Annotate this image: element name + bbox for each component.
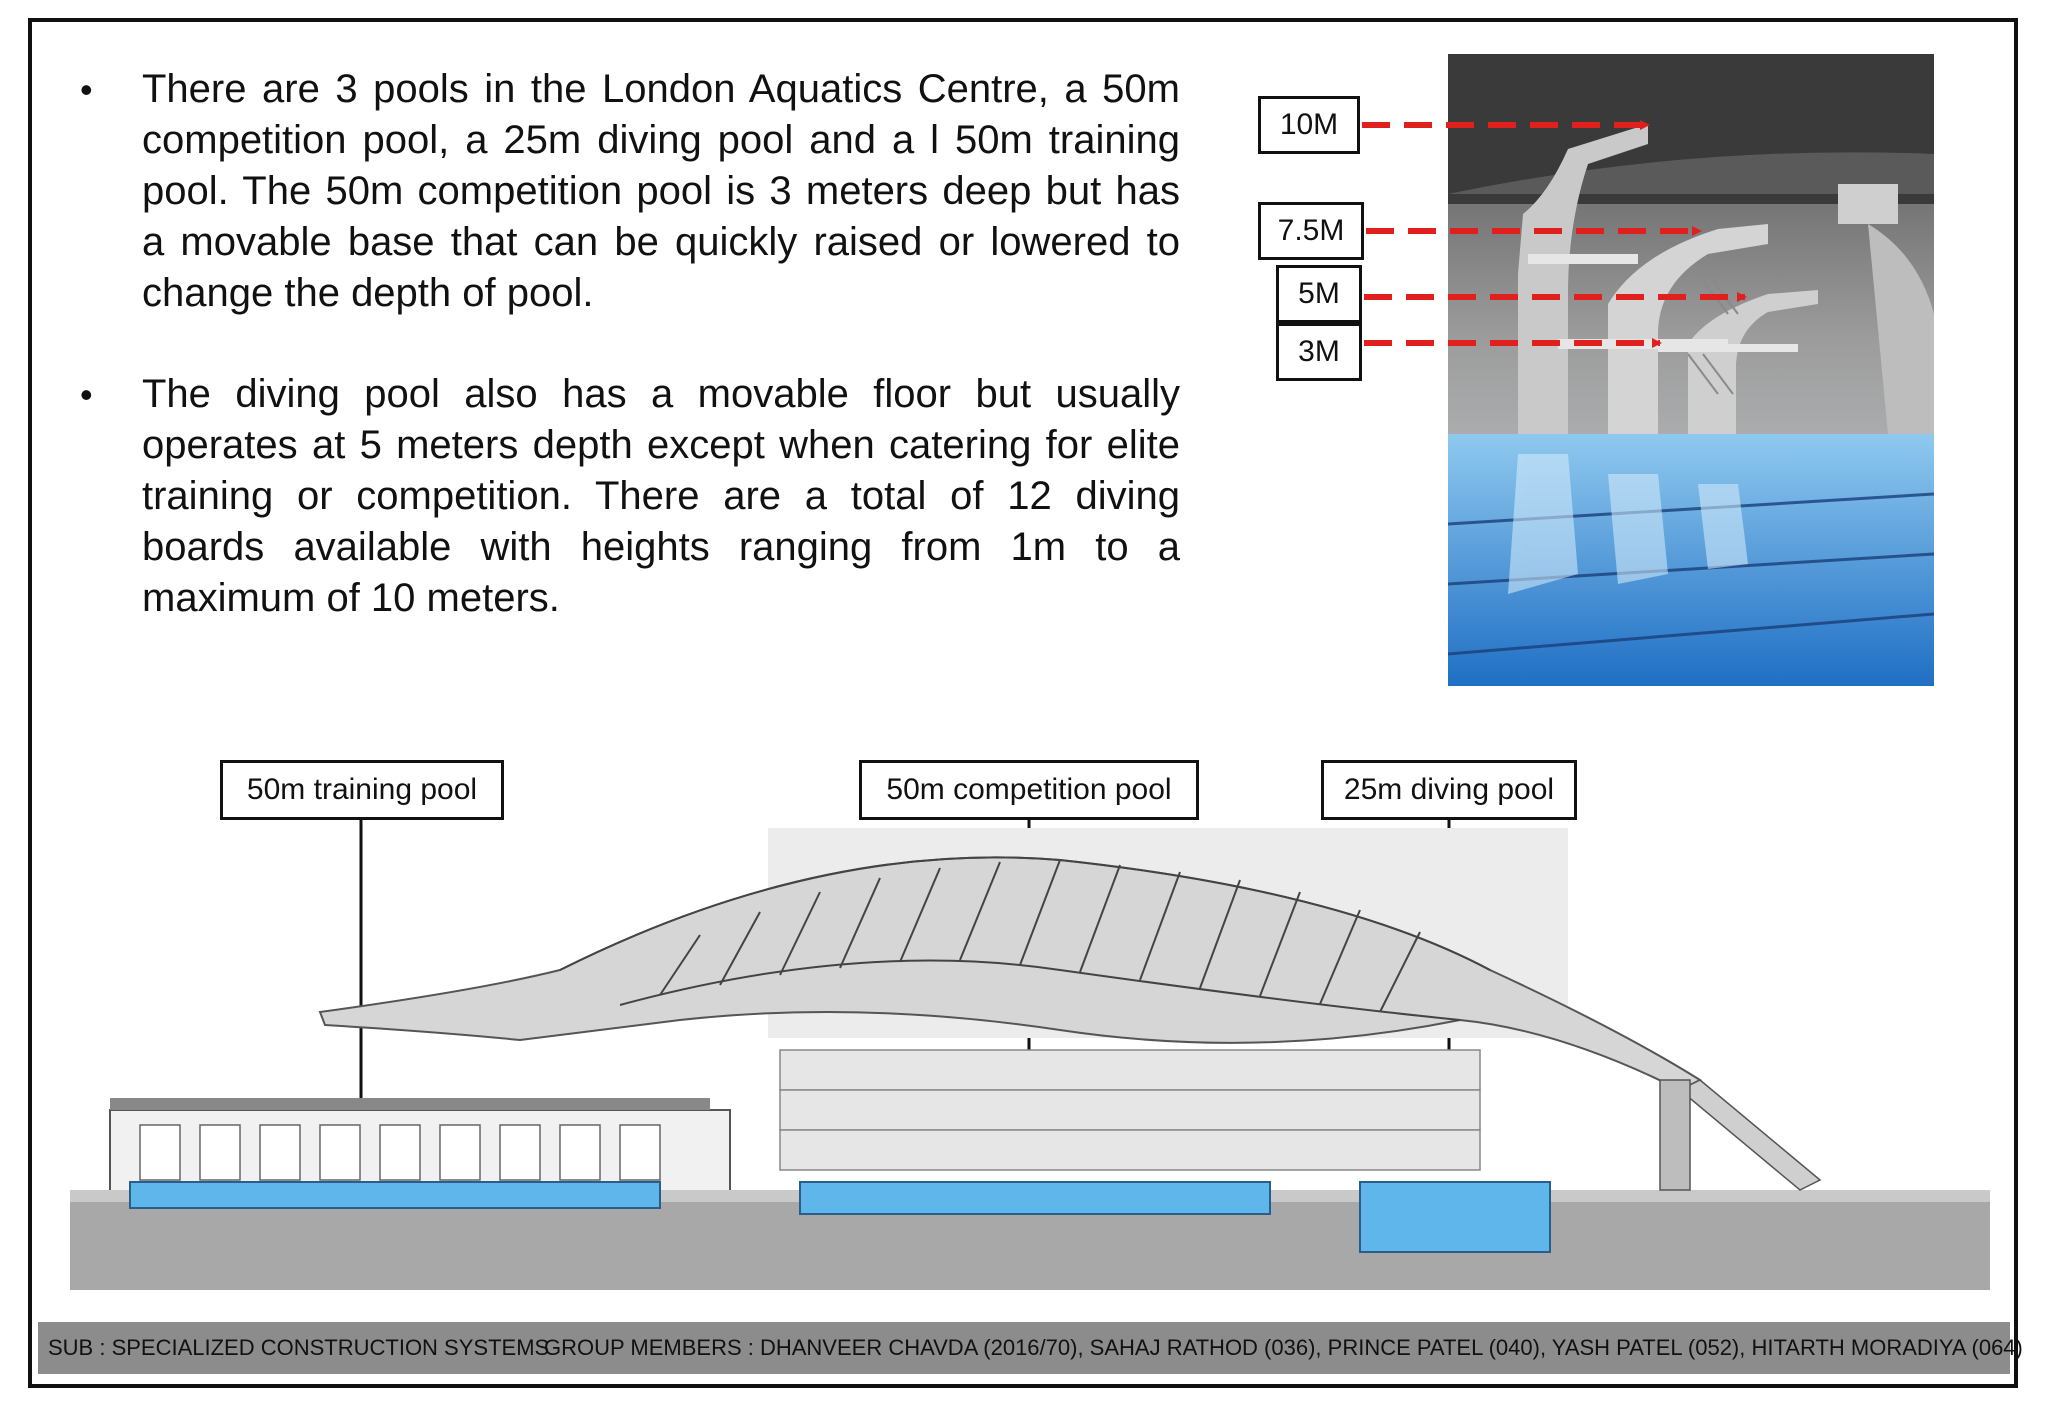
footer-subject: SUB : SPECIALIZED CONSTRUCTION SYSTEMS bbox=[48, 1335, 550, 1360]
bullet-text-pools: There are 3 pools in the London Aquatics Centre, a 50m competition pool, a 25m diving pool and a l 50m training pool. The 50m competition pool is 3 meters deep but has a movable base that can be quickly raised or lowered to change the depth of pool. bbox=[142, 67, 1180, 315]
bullet-diving bbox=[80, 369, 1180, 624]
diving-pool-water bbox=[1360, 1182, 1550, 1252]
diving-platform-photo bbox=[1448, 54, 1934, 686]
bullet-text-diving: The diving pool also has a movable floor but usually operates at 5 meters depth except when catering for elite training or competition. There are a total of 12 diving boards available with heights ranging from 1m to a maximum of 10 meters. bbox=[142, 372, 1180, 620]
bullet-dot: • bbox=[80, 69, 93, 110]
footer-bar bbox=[38, 1322, 2023, 1374]
bullet-list bbox=[80, 64, 1180, 674]
label-diving-pool: 25m diving pool bbox=[1321, 760, 1577, 820]
aquatics-section-drawing bbox=[60, 820, 2000, 1290]
bullet-pools bbox=[80, 64, 1180, 319]
training-pool-water bbox=[130, 1182, 660, 1208]
height-label-3m: 3M bbox=[1276, 323, 1362, 381]
bullet-dot: • bbox=[80, 374, 93, 415]
height-label-7-5m: 7.5M bbox=[1258, 202, 1364, 260]
height-label-5m: 5M bbox=[1276, 265, 1362, 323]
competition-pool-water bbox=[800, 1182, 1270, 1214]
footer-members: GROUP MEMBERS : DHANVEER CHAVDA (2016/70), SAHAJ RATHOD (036), PRINCE PATEL (040), YASH PATEL (052), HITARTH MORADIYA (064) bbox=[544, 1335, 2023, 1360]
height-label-10m: 10M bbox=[1258, 96, 1360, 154]
label-training-pool: 50m training pool bbox=[220, 760, 504, 820]
label-competition-pool: 50m competition pool bbox=[859, 760, 1199, 820]
